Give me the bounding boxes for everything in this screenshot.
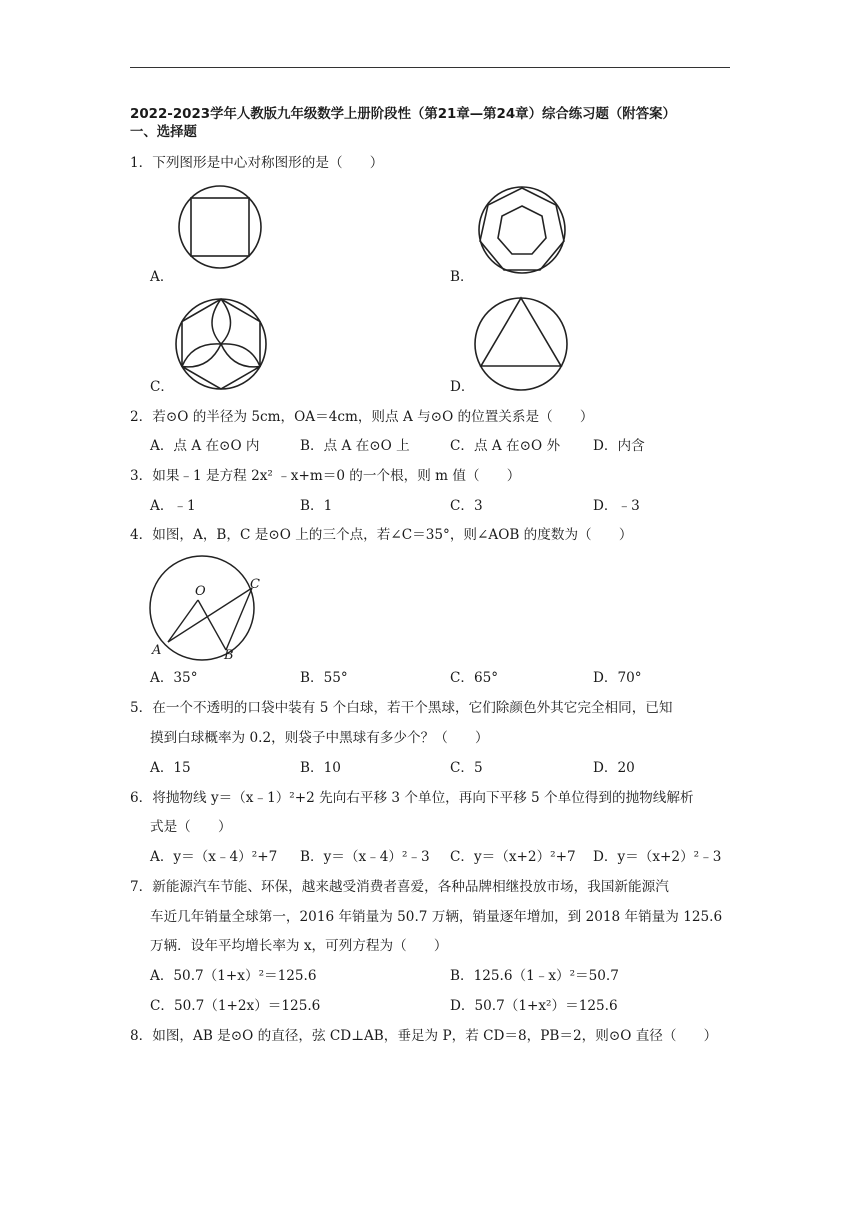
- question-7-stem-line-1: 7．新能源汽车节能、环保，越来越受消费者喜爱，各种品牌相继投放市场，我国新能源汽: [130, 879, 669, 895]
- q2-option-a: A．点 A 在⊙O 内: [150, 438, 260, 454]
- question-3-stem: 3．如果﹣1 是方程 2x² ﹣x+m＝0 的一个根，则 m 值（ ）: [130, 468, 521, 484]
- figure-4-circle-angle: [148, 556, 268, 666]
- q4-option-d: D．70°: [593, 670, 642, 686]
- header-rule: [130, 67, 730, 68]
- q3-option-d: D．﹣3: [593, 498, 640, 514]
- question-7-stem-line-2: 车近几年销量全球第一，2016 年销量为 50.7 万辆，销量逐年增加，到 2018 年销量为 125.6: [150, 909, 723, 925]
- q3-option-c: C．3: [450, 498, 483, 514]
- q5-option-c: C．5: [450, 760, 483, 776]
- q6-option-c: C．y＝（x+2）²+7: [450, 849, 576, 865]
- figure-1d-circle-triangle: [474, 296, 574, 396]
- figure-4-label-o: O: [195, 584, 206, 599]
- figure-1c-circle-hexagon-arcs: [176, 298, 276, 398]
- question-5-stem-line-2: 摸到白球概率为 0.2，则袋子中黑球有多少个？（ ）: [150, 730, 489, 746]
- q3-option-b: B．1: [300, 498, 333, 514]
- question-1-stem: 1．下列图形是中心对称图形的是（ ）: [130, 155, 384, 171]
- figure-4-label-b: B: [224, 648, 234, 663]
- q1-option-a-label: A．: [150, 269, 174, 285]
- section-heading: 一、选择题: [130, 125, 197, 140]
- question-6-stem-line-1: 6．将抛物线 y＝（x﹣1）²+2 先向右平移 3 个单位，再向下平移 5 个单位得到的抛物线解析: [130, 790, 694, 806]
- q4-option-a: A．35°: [150, 670, 198, 686]
- q1-option-d-label: D．: [450, 379, 475, 395]
- figure-4-label-c: C: [250, 577, 260, 592]
- document-title: 2022-2023学年人教版九年级数学上册阶段性（第21章—第24章）综合练习题（附答案）: [130, 107, 676, 122]
- q7-option-c: C．50.7（1+2x）＝125.6: [150, 998, 321, 1014]
- q4-option-c: C．65°: [450, 670, 499, 686]
- q5-option-b: B．10: [300, 760, 341, 776]
- q4-option-b: B．55°: [300, 670, 348, 686]
- figure-1a-circle-square: [174, 186, 274, 286]
- question-8-stem: 8．如图，AB 是⊙O 的直径，弦 CD⊥AB，垂足为 P，若 CD＝8，PB＝2，则⊙O 直径（ ）: [130, 1028, 718, 1044]
- q1-option-b-label: B．: [450, 269, 474, 285]
- q5-option-a: A．15: [150, 760, 191, 776]
- q2-option-c: C．点 A 在⊙O 外: [450, 438, 561, 454]
- question-5-stem-line-1: 5．在一个不透明的口袋中装有 5 个白球，若干个黑球，它们除颜色外其它完全相同，已知: [130, 700, 673, 716]
- q6-option-d: D．y＝（x+2）²﹣3: [593, 849, 722, 865]
- q6-option-b: B．y＝（x﹣4）²﹣3: [300, 849, 430, 865]
- q7-option-a: A．50.7（1+x）²＝125.6: [150, 968, 317, 984]
- q3-option-a: A．﹣1: [150, 498, 196, 514]
- figure-4-label-a: A: [152, 643, 162, 658]
- q7-option-b: B．125.6（1﹣x）²＝50.7: [450, 968, 619, 984]
- figure-1b-circle-heptagon: [476, 186, 576, 286]
- q5-option-d: D．20: [593, 760, 635, 776]
- question-7-stem-line-3: 万辆．设年平均增长率为 x，可列方程为（ ）: [150, 938, 448, 954]
- q2-option-d: D．内含: [593, 438, 645, 454]
- q6-option-a: A．y＝（x﹣4）²+7: [150, 849, 278, 865]
- q2-option-b: B．点 A 在⊙O 上: [300, 438, 410, 454]
- q1-option-c-label: C．: [150, 379, 174, 395]
- q7-option-d: D．50.7（1+x²）＝125.6: [450, 998, 618, 1014]
- question-2-stem: 2．若⊙O 的半径为 5cm，OA＝4cm，则点 A 与⊙O 的位置关系是（ ）: [130, 409, 594, 425]
- question-6-stem-line-2: 式是（ ）: [150, 819, 232, 835]
- question-4-stem: 4．如图，A，B，C 是⊙O 上的三个点，若∠C＝35°，则∠AOB 的度数为（ ）: [130, 527, 633, 543]
